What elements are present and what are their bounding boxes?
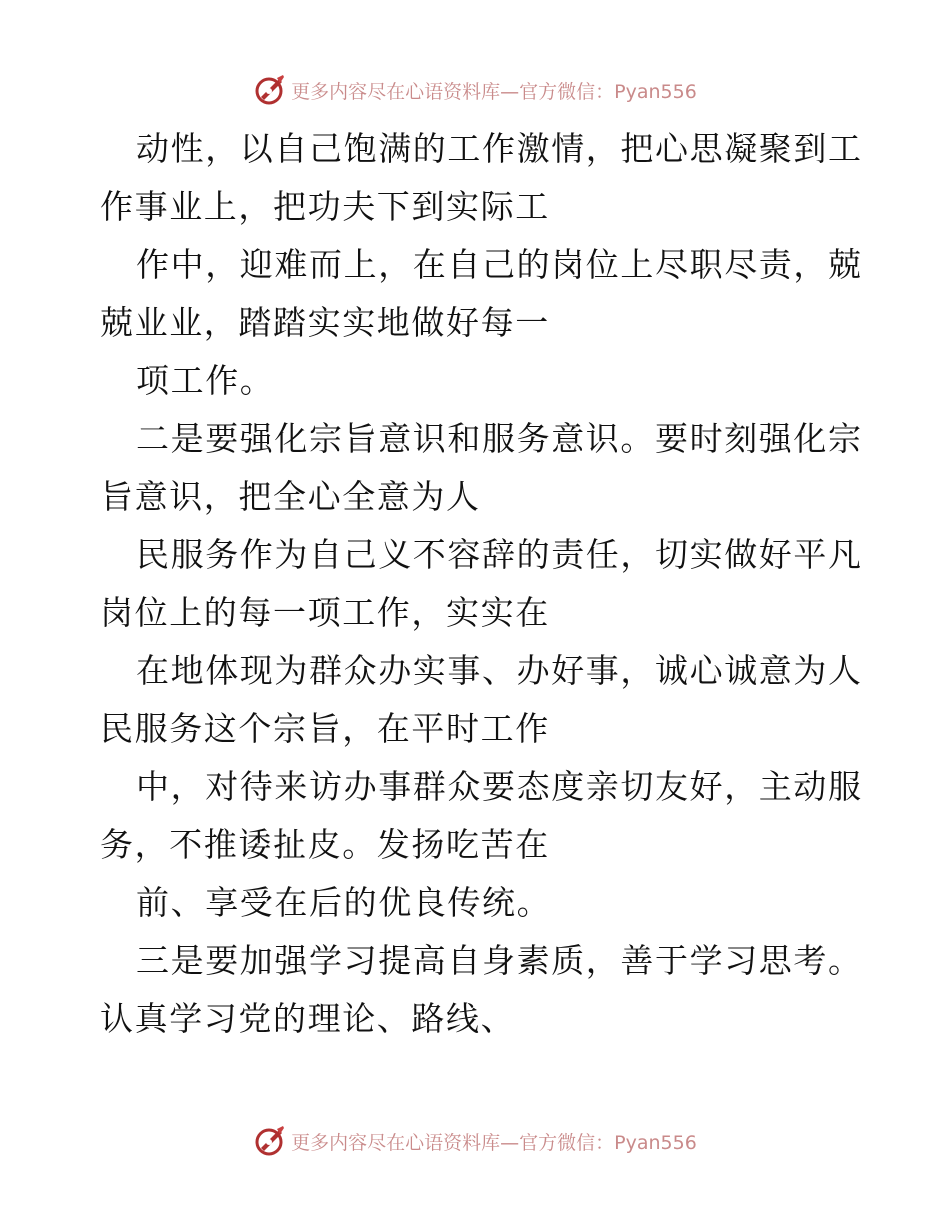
footer-banner [0, 1121, 950, 1161]
text-line: 三是要加强学习提高自身素质，善于学习思考。 [136, 941, 863, 980]
text-line: 项工作。 [136, 361, 275, 400]
text-line: 在地体现为群众办实事、办好事，诚心诚意为人 [136, 651, 863, 690]
text-line: 作中，迎难而上，在自己的岗位上尽职尽责，兢 [136, 245, 863, 284]
text-line: 中，对待来访办事群众要态度亲切友好，主动服 [136, 767, 863, 806]
text-line: 岗位上的每一项工作，实实在 [100, 593, 550, 632]
text-line: 民服务作为自己义不容辞的责任，切实做好平凡 [136, 535, 863, 574]
text-line: 民服务这个宗旨，在平时工作 [100, 709, 550, 748]
text-line: 认真学习党的理论、路线、 [100, 999, 516, 1038]
footer-banner-text: 更多内容尽在心语资料库—官方微信：Pyan556 [291, 1131, 697, 1154]
header-banner-text: 更多内容尽在心语资料库—官方微信：Pyan556 [291, 80, 697, 103]
text-line: 旨意识，把全心全意为人 [100, 477, 481, 516]
header-banner [0, 70, 950, 110]
text-line: 前、享受在后的优良传统。 [136, 883, 552, 922]
text-line: 作事业上，把功夫下到实际工 [100, 187, 550, 226]
quill-pen-circle-icon [253, 1124, 287, 1158]
document-body [100, 120, 863, 1048]
text-line: 二是要强化宗旨意识和服务意识。要时刻强化宗 [136, 419, 863, 458]
text-line: 兢业业，踏踏实实地做好每一 [100, 303, 550, 342]
text-line: 动性，以自己饱满的工作激情，把心思凝聚到工 [136, 129, 863, 168]
quill-pen-circle-icon [253, 73, 287, 107]
text-line: 务，不推诿扯皮。发扬吃苦在 [100, 825, 550, 864]
